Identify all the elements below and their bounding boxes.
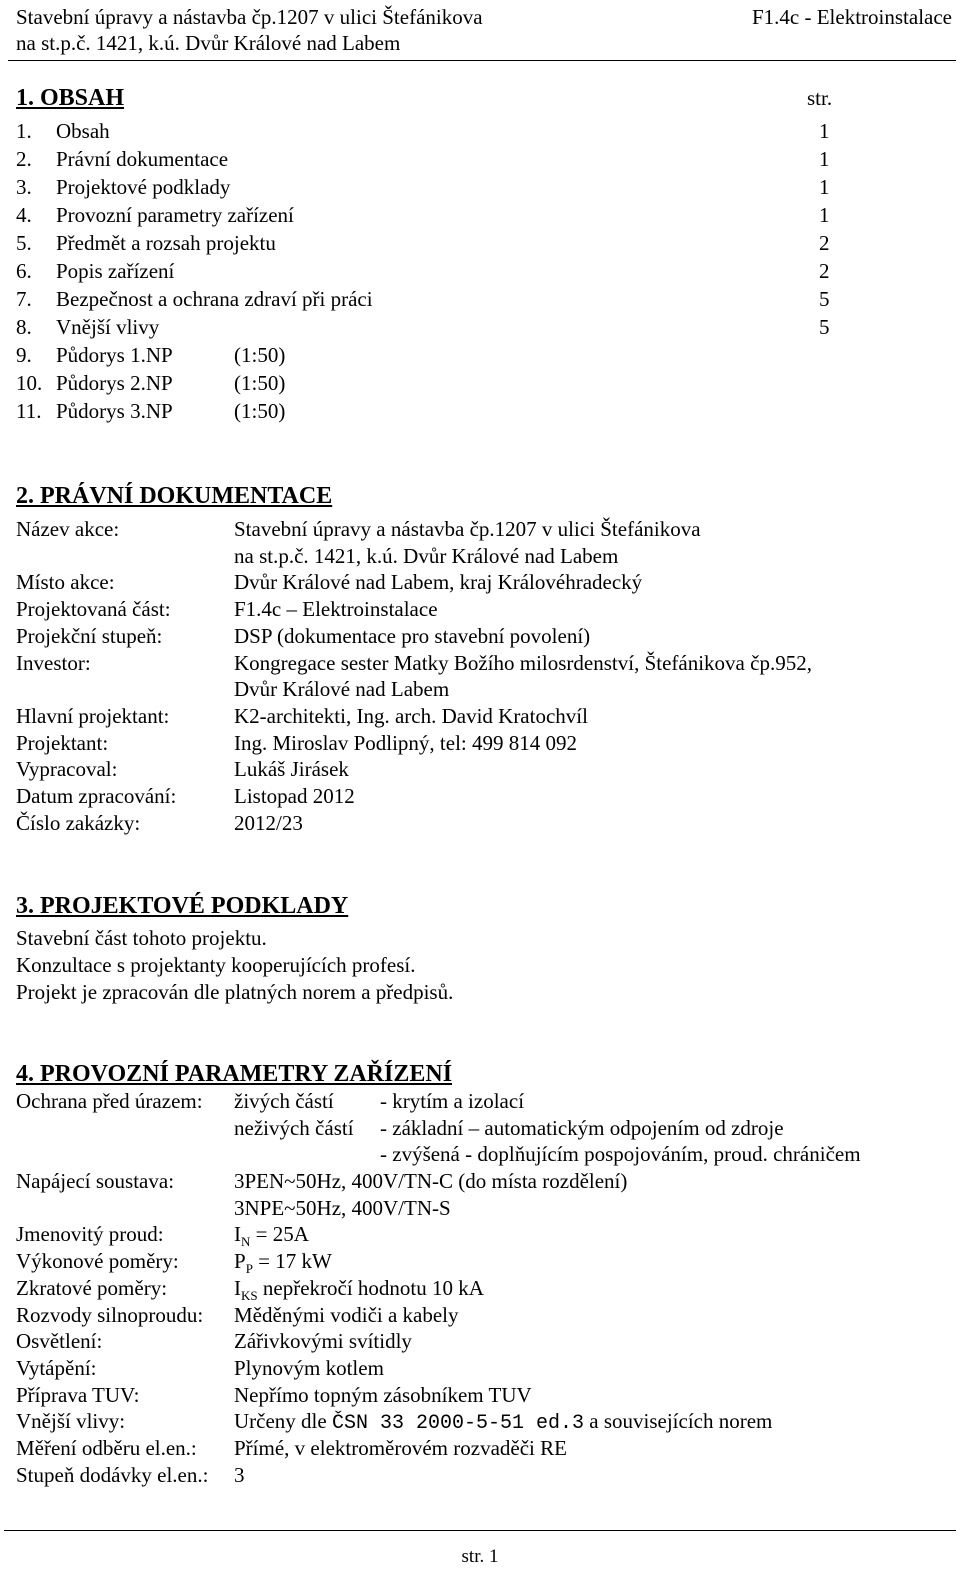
- toc-item: [16, 145, 916, 173]
- param-value: Zářivkovými svítidly: [234, 1329, 412, 1354]
- toc-item-page: 1: [819, 203, 830, 227]
- param-key: Rozvody silnoproudu:: [16, 1302, 204, 1327]
- page-number: str. 1: [461, 1546, 499, 1567]
- legal-key: Investor:: [16, 650, 91, 675]
- legal-key: Číslo zakázky:: [16, 810, 141, 835]
- toc-item-scale: (1:50): [234, 399, 286, 423]
- value-text: Určeny dle: [234, 1409, 332, 1434]
- header-doc-code: F1.4c - Elektroinstalace: [751, 5, 952, 29]
- toc-item-number: 3.: [16, 175, 32, 199]
- value-text: nepřekročí hodnotu 10 kA: [257, 1275, 484, 1300]
- legal-row: [16, 516, 936, 569]
- param-key: Měření odběru el.en.:: [16, 1435, 197, 1460]
- toc-item-number: 1.: [16, 119, 32, 143]
- toc-page-column-label: str.: [807, 86, 833, 110]
- header-divider: [8, 60, 956, 61]
- value-text: = 17 kW: [252, 1249, 332, 1274]
- symbol: I: [234, 1275, 241, 1300]
- header-title-line1: Stavební úpravy a nástavba čp.1207 v ulici Štefánikova: [16, 5, 483, 29]
- legal-row: [16, 783, 936, 810]
- toc-item-number: 11.: [16, 399, 42, 423]
- toc-item: [16, 201, 916, 229]
- legal-row: [16, 810, 936, 837]
- legal-value: F1.4c – Elektroinstalace: [234, 597, 438, 622]
- toc-item-label: Popis zařízení: [56, 259, 175, 283]
- legal-row: [16, 730, 936, 757]
- toc-item-number: 4.: [16, 203, 32, 227]
- legal-row: [16, 569, 936, 596]
- legal-row: [16, 596, 936, 623]
- param-value: 3: [234, 1462, 245, 1487]
- param-row-supply: [16, 1168, 956, 1195]
- params-list: [16, 1088, 956, 1488]
- param-value: [234, 1408, 772, 1438]
- toc-item-label: Právní dokumentace: [56, 147, 229, 171]
- param-row-protection: [16, 1088, 956, 1115]
- legal-key: Projektant:: [16, 730, 109, 755]
- toc-item-number: 5.: [16, 231, 32, 255]
- param-row-supply-2: [16, 1195, 956, 1222]
- param-row-external-influences: [16, 1408, 956, 1435]
- toc-item: [16, 313, 916, 341]
- toc-item: [16, 117, 916, 145]
- param-row-distribution: [16, 1302, 956, 1329]
- toc-item-page: 1: [819, 175, 830, 199]
- param-key: Výkonové poměry:: [16, 1249, 179, 1274]
- basis-line: Konzultace s projektanty kooperujících profesí.: [16, 953, 416, 977]
- footer-divider: [4, 1530, 956, 1531]
- param-row-protection-extra: [16, 1141, 956, 1168]
- toc-item-label: Vnější vlivy: [56, 315, 160, 339]
- param-row-short-circuit: [16, 1275, 956, 1302]
- toc-item-number: 10.: [16, 371, 43, 395]
- param-row-hot-water: [16, 1382, 956, 1409]
- toc-item-page: 2: [819, 259, 830, 283]
- toc-item-number: 8.: [16, 315, 32, 339]
- legal-value: Ing. Miroslav Podlipný, tel: 499 814 092: [234, 730, 577, 755]
- symbol-subscript: KS: [241, 1288, 258, 1303]
- legal-row: [16, 703, 936, 730]
- toc-item-label: Půdorys 3.NP: [56, 399, 173, 423]
- toc-item-number: 9.: [16, 343, 32, 367]
- legal-key: Místo akce:: [16, 570, 115, 595]
- legal-value: DSP (dokumentace pro stavební povolení): [234, 623, 591, 648]
- toc-item-scale: (1:50): [234, 343, 286, 367]
- param-row-power: [16, 1248, 956, 1275]
- toc-item: [16, 229, 916, 257]
- toc-item-scale: (1:50): [234, 371, 286, 395]
- param-dead-parts: neživých částí: [234, 1115, 354, 1140]
- param-value: 3NPE~50Hz, 400V/TN-S: [234, 1195, 451, 1220]
- param-row-lighting: [16, 1328, 956, 1355]
- param-value: Plynovým kotlem: [234, 1355, 384, 1380]
- toc-item-label: Obsah: [56, 119, 110, 143]
- basis-heading: 3. PROJEKTOVÉ PODKLADY: [16, 893, 349, 919]
- legal-value: 2012/23: [234, 810, 303, 835]
- param-dead-desc-extra: - zvýšená - doplňujícím pospojováním, proud. chráničem: [380, 1142, 861, 1167]
- legal-key: Projektovaná část:: [16, 597, 171, 622]
- legal-key: Datum zpracování:: [16, 784, 177, 809]
- param-key: Zkratové poměry:: [16, 1275, 168, 1300]
- param-live-desc: - krytím a izolací: [380, 1089, 525, 1113]
- param-row-supply-degree: [16, 1462, 956, 1489]
- param-value: Měděnými vodiči a kabely: [234, 1302, 459, 1327]
- basis-line: Stavební část tohoto projektu.: [16, 926, 267, 950]
- toc-item-page: 5: [819, 315, 830, 339]
- params-heading: 4. PROVOZNÍ PARAMETRY ZAŘÍZENÍ: [16, 1061, 453, 1087]
- legal-value: Dvůr Králové nad Labem: [234, 677, 450, 702]
- toc-item-number: 6.: [16, 259, 32, 283]
- param-key: Vytápění:: [16, 1355, 97, 1380]
- toc-item-page: 1: [819, 147, 830, 171]
- legal-value: Lukáš Jirásek: [234, 757, 349, 782]
- legal-key: Název akce:: [16, 517, 120, 541]
- legal-row: [16, 623, 936, 650]
- symbol-subscript: P: [245, 1261, 253, 1277]
- toc-item-label: Provozní parametry zařízení: [56, 203, 294, 227]
- toc-item-number: 2.: [16, 147, 32, 171]
- toc-item-page: 2: [819, 231, 830, 255]
- legal-row: [16, 650, 936, 703]
- param-row-current: [16, 1221, 956, 1248]
- param-key: Příprava TUV:: [16, 1382, 140, 1407]
- legal-key: Projekční stupeň:: [16, 623, 163, 648]
- toc-item-label: Půdorys 2.NP: [56, 371, 173, 395]
- symbol: P: [234, 1249, 246, 1274]
- toc-item-label: Půdorys 1.NP: [56, 343, 173, 367]
- param-key: Osvětlení:: [16, 1329, 103, 1354]
- toc-heading: 1. OBSAH: [16, 85, 125, 111]
- basis-line: Projekt je zpracován dle platných norem a předpisů.: [16, 980, 454, 1004]
- toc-item: [16, 173, 916, 201]
- legal-value: Stavební úpravy a nástavba čp.1207 v ulici Štefánikova: [234, 517, 701, 541]
- symbol-subscript: N: [241, 1234, 251, 1250]
- toc-item-label: Projektové podklady: [56, 175, 231, 199]
- param-key: Jmenovitý proud:: [16, 1222, 164, 1247]
- legal-value: na st.p.č. 1421, k.ú. Dvůr Králové nad Labem: [234, 543, 619, 568]
- legal-heading: 2. PRÁVNÍ DOKUMENTACE: [16, 483, 333, 509]
- legal-value: Kongregace sester Matky Božího milosrdenství, Štefánikova čp.952,: [234, 650, 812, 675]
- param-value: 3PEN~50Hz, 400V/TN-C (do místa rozdělení): [234, 1169, 628, 1194]
- toc-item: [16, 397, 916, 425]
- legal-value: K2-architekti, Ing. arch. David Kratochvíl: [234, 703, 588, 728]
- param-row-heating: [16, 1355, 956, 1382]
- standard-reference: ČSN 33 2000-5-51 ed.3: [331, 1412, 585, 1436]
- param-key: Napájecí soustava:: [16, 1169, 175, 1194]
- basis-text: [16, 925, 453, 1006]
- toc-item-page: 1: [819, 119, 830, 143]
- legal-value: Listopad 2012: [234, 784, 355, 809]
- toc-item: [16, 285, 916, 313]
- legal-row: [16, 756, 936, 783]
- param-row-metering: [16, 1435, 956, 1462]
- toc-item: [16, 369, 916, 397]
- param-value: Přímé, v elektroměrovém rozvaděči RE: [234, 1435, 567, 1460]
- param-key: Vnější vlivy:: [16, 1409, 126, 1434]
- legal-value: Dvůr Králové nad Labem, kraj Královéhradecký: [234, 570, 643, 595]
- toc-item: [16, 257, 916, 285]
- header-title: [16, 4, 483, 56]
- toc-item: [16, 341, 916, 369]
- legal-key: Vypracoval:: [16, 757, 118, 782]
- table-of-contents: [16, 117, 916, 425]
- param-key: Stupeň dodávky el.en.:: [16, 1462, 209, 1487]
- toc-item-label: Předmět a rozsah projektu: [56, 231, 276, 255]
- header-title-line2: na st.p.č. 1421, k.ú. Dvůr Králové nad Labem: [16, 31, 401, 55]
- param-value: Nepřímo topným zásobníkem TUV: [234, 1382, 532, 1407]
- toc-item-label: Bezpečnost a ochrana zdraví při práci: [56, 287, 373, 311]
- value-text: = 25A: [250, 1222, 309, 1247]
- param-live-parts: živých částí: [234, 1089, 334, 1113]
- symbol: I: [234, 1222, 241, 1247]
- toc-item-page: 5: [819, 287, 830, 311]
- value-text: a souvisejících norem: [584, 1409, 773, 1434]
- page-header: [0, 0, 960, 62]
- legal-key: Hlavní projektant:: [16, 703, 170, 728]
- toc-item-number: 7.: [16, 287, 32, 311]
- legal-info-list: [16, 516, 936, 836]
- param-dead-desc-basic: - základní – automatickým odpojením od zdroje: [380, 1115, 784, 1140]
- param-key: Ochrana před úrazem:: [16, 1089, 203, 1113]
- param-row-protection-dead: [16, 1115, 956, 1142]
